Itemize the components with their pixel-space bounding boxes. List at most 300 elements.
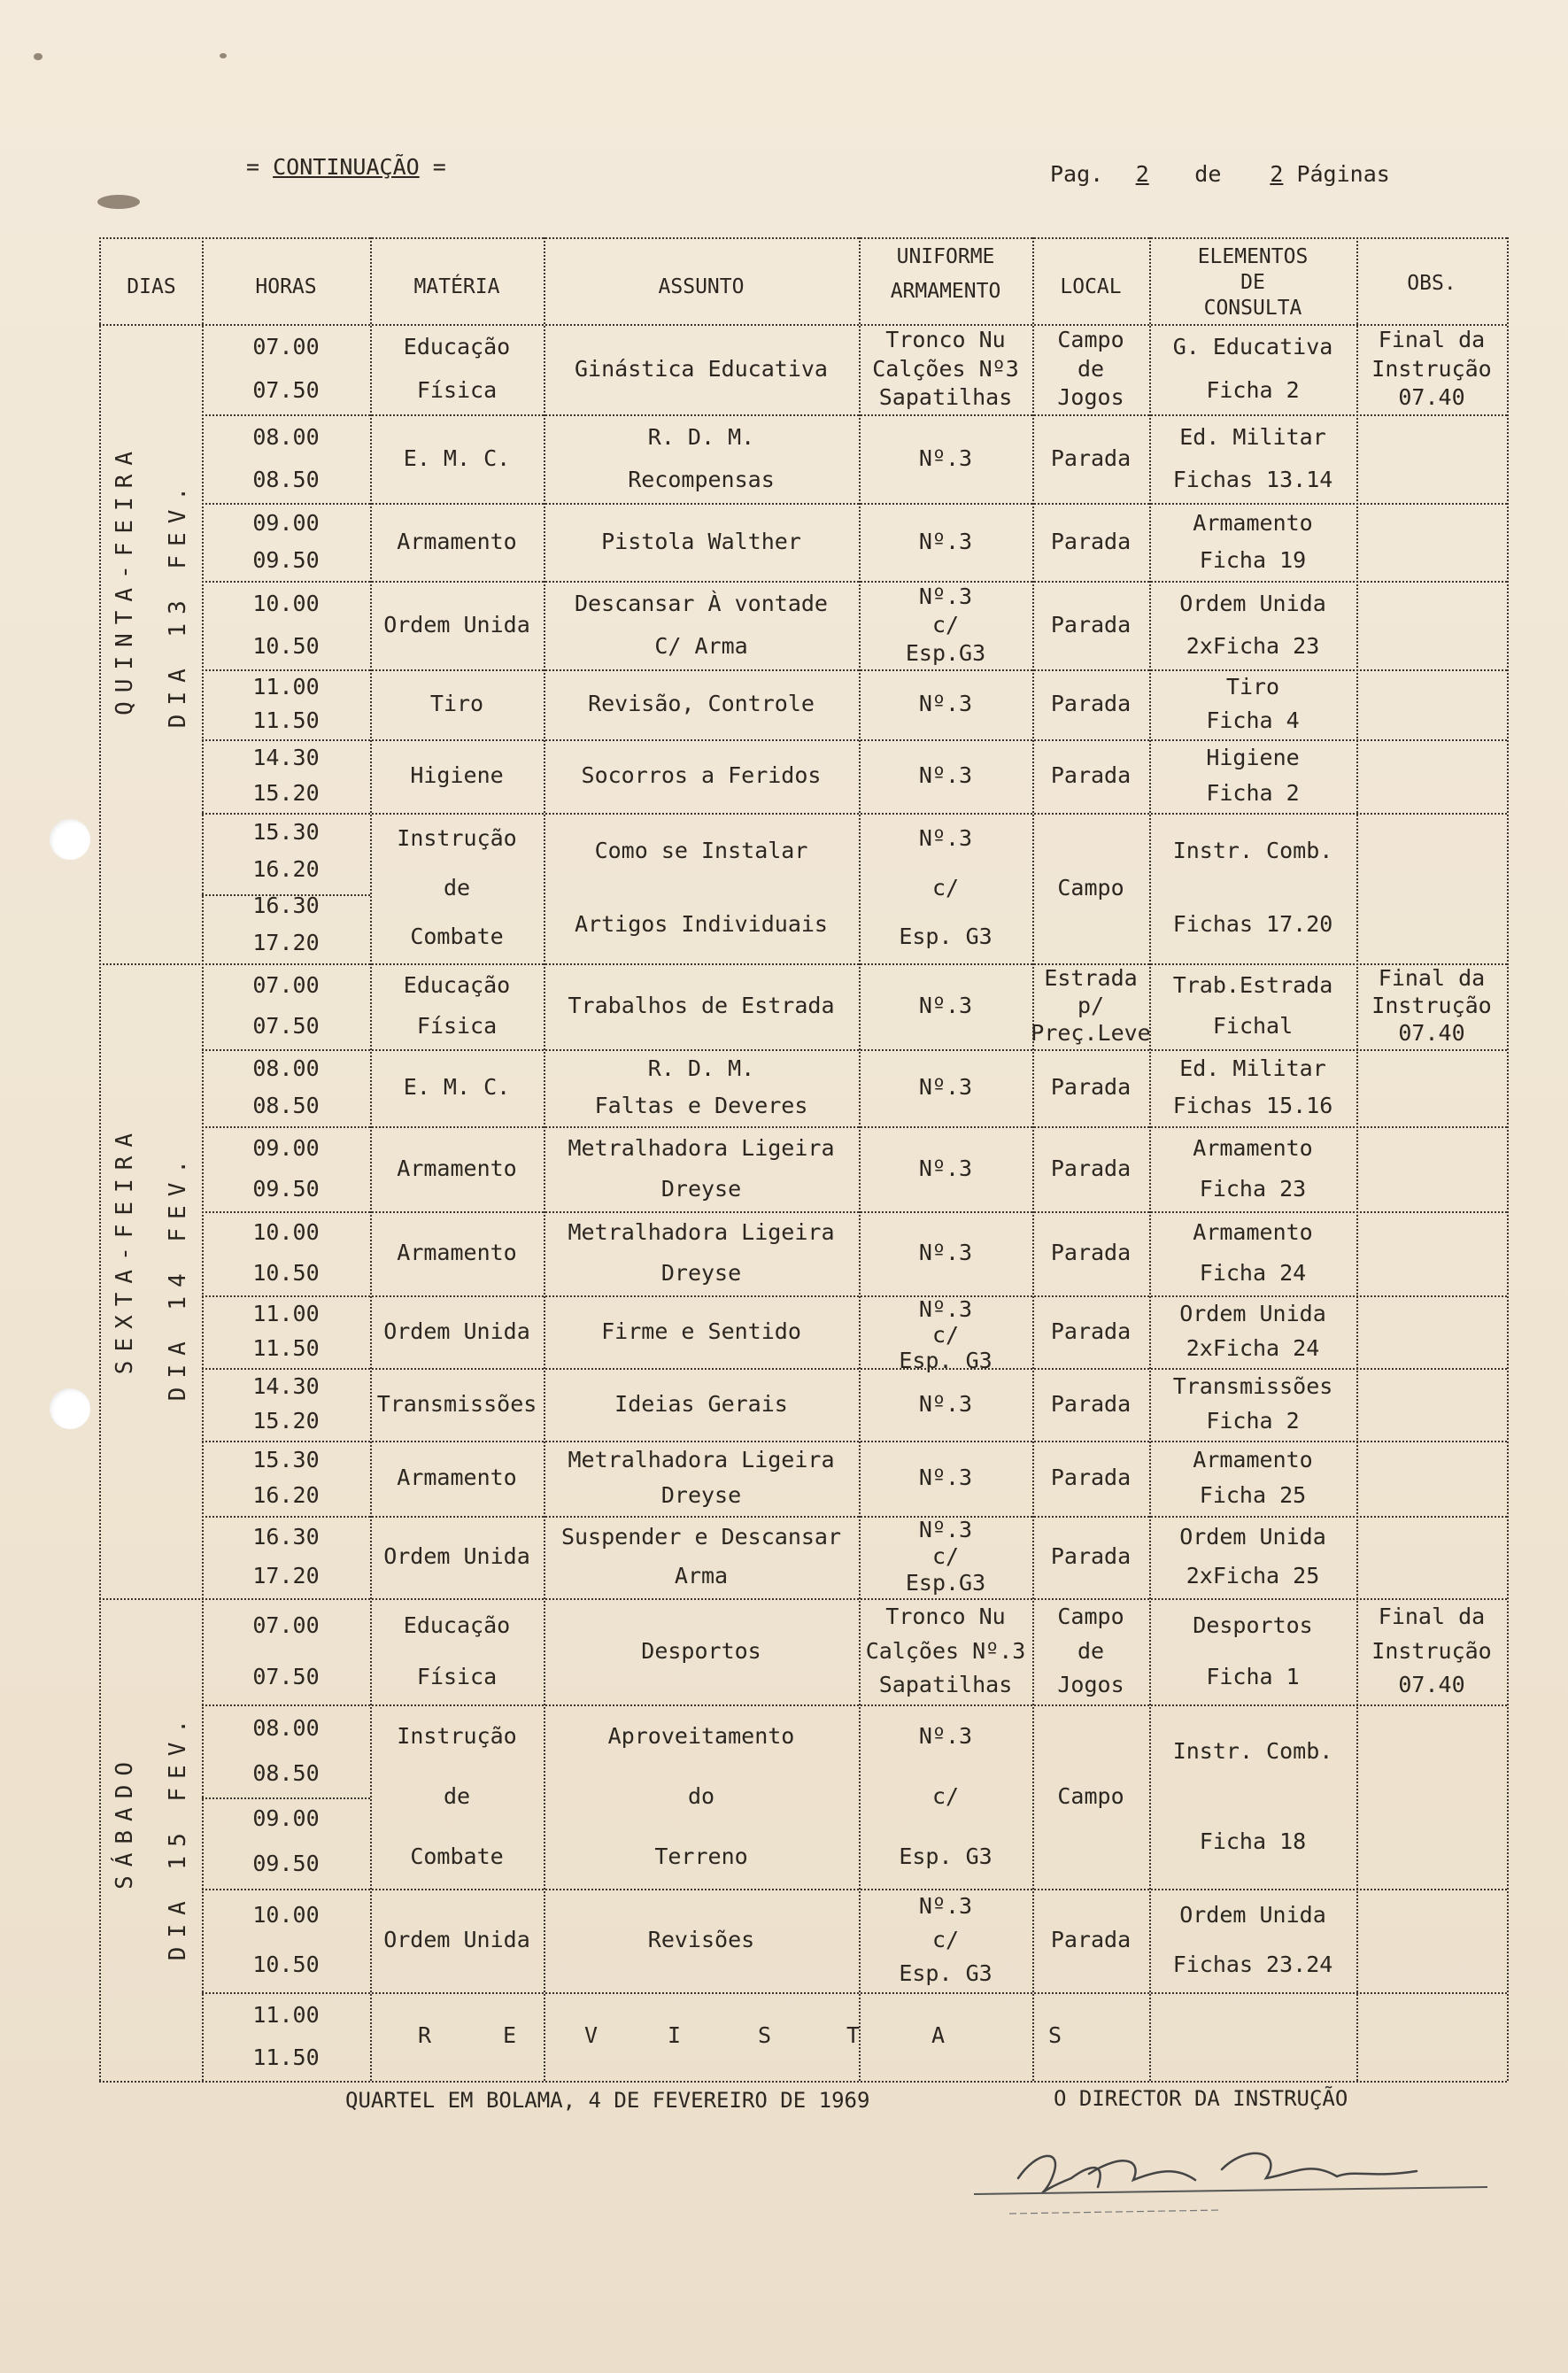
local-cell-line: Parada (1050, 444, 1132, 471)
elementos-cell-line: Higiene (1206, 745, 1300, 771)
time-cell-line: 11.50 (252, 2044, 320, 2070)
materia-cell (370, 1442, 544, 1514)
ink-speck (220, 53, 227, 58)
time-cell (202, 1051, 370, 1125)
assunto-cell-line: Dreyse (660, 1175, 742, 1202)
time-cell-line: 16.30 (252, 893, 320, 919)
uniforme-cell-line: Calções Nº3 (872, 355, 1019, 382)
assunto-cell-line: Dreyse (660, 1482, 742, 1509)
time-cell-line: 09.50 (252, 1175, 320, 1202)
local-cell (1032, 326, 1149, 413)
uniforme-cell (859, 505, 1032, 579)
elementos-cell-line: Armamento (1193, 1446, 1313, 1472)
materia-cell-line: Ordem Unida (383, 611, 530, 638)
local-cell (1032, 815, 1149, 962)
elementos-cell-line: Ficha 24 (1199, 1259, 1307, 1286)
local-cell-line: Parada (1050, 1318, 1132, 1344)
col-header-elementos-line2: DE (1240, 270, 1265, 294)
col-header-dias: DIAS (127, 275, 176, 298)
revistas-letter: R (418, 2022, 432, 2048)
assunto-cell-line: Como se Instalar (594, 838, 808, 864)
materia-cell (370, 741, 544, 811)
pages-label: Páginas (1296, 161, 1390, 187)
time-cell-line: 17.20 (252, 1563, 320, 1589)
assunto-cell (544, 1600, 859, 1703)
time-cell-line: 15.30 (252, 819, 320, 846)
col-header-elementos-line1: ELEMENTOS (1197, 245, 1309, 268)
time-cell-line: 10.00 (252, 1901, 320, 1928)
table-row-border (202, 1992, 1507, 1994)
time-cell-line: 08.00 (252, 1055, 320, 1082)
uniforme-cell-line: Nº.3 (918, 444, 973, 471)
page-indicator (1050, 161, 1390, 187)
assunto-cell (544, 1370, 859, 1439)
materia-cell-line: Combate (410, 923, 504, 949)
uniforme-cell-line: Esp. G3 (899, 1843, 993, 1869)
assunto-cell (544, 965, 859, 1047)
local-cell (1032, 583, 1149, 668)
obs-cell-line: 07.40 (1398, 1020, 1465, 1047)
elementos-cell (1149, 815, 1356, 962)
materia-cell (370, 326, 544, 413)
time-cell-line: 10.00 (252, 590, 320, 616)
time-cell-line: 09.00 (252, 509, 320, 536)
elementos-cell-line: Ficha 2 (1206, 779, 1300, 806)
ink-speck (34, 53, 42, 60)
revistas-letter: E (503, 2022, 517, 2048)
elementos-cell-line: Ficha 23 (1199, 1175, 1307, 1202)
assunto-cell-line: Suspender e Descansar (560, 1523, 842, 1550)
uniforme-cell-line: Tronco Nu (885, 1603, 1006, 1629)
time-cell-line: 07.50 (252, 1013, 320, 1040)
elementos-cell-line: Ficha 19 (1199, 546, 1307, 573)
local-cell-line: p/ (1077, 993, 1105, 1019)
local-cell-line: Jogos (1057, 1672, 1124, 1698)
local-cell (1032, 1370, 1149, 1439)
uniforme-cell-line: Nº.3 (918, 1296, 973, 1322)
elementos-cell-line: Instr. Comb. (1172, 838, 1333, 864)
elementos-cell-line: Ficha 2 (1206, 1408, 1300, 1434)
obs-cell (1356, 1600, 1507, 1703)
uniforme-cell-line: Nº.3 (918, 993, 973, 1019)
uniforme-cell (859, 671, 1032, 738)
time-cell (202, 1370, 370, 1439)
time-cell (202, 583, 370, 668)
page-number: 2 (1135, 161, 1149, 187)
uniforme-cell-line: Nº.3 (918, 528, 973, 554)
day-name-friday: SEXTA-FEIRA (112, 1125, 138, 1375)
time-cell (202, 965, 370, 1047)
of-label: de (1194, 161, 1222, 187)
assunto-cell (544, 1297, 859, 1366)
local-cell-line: de (1077, 1637, 1105, 1664)
local-cell-line: Parada (1050, 1390, 1132, 1417)
time-cell-line: 08.50 (252, 466, 320, 492)
materia-cell (370, 965, 544, 1047)
local-cell (1032, 1890, 1149, 1990)
elementos-cell-line: Fichas 15.16 (1172, 1092, 1333, 1118)
materia-cell-line: de (443, 874, 471, 901)
uniforme-cell-line: Esp. G3 (899, 1347, 993, 1373)
time-cell-line: 10.50 (252, 1952, 320, 1978)
time-cell (202, 505, 370, 579)
time-cell-line: 14.30 (252, 745, 320, 771)
time-cell (202, 1706, 370, 1887)
time-cell-line: 07.50 (252, 377, 320, 404)
revistas-letter: A (931, 2022, 946, 2048)
time-cell (202, 1442, 370, 1514)
local-cell (1032, 416, 1149, 501)
assunto-cell-line: R. D. M. (647, 423, 755, 450)
uniforme-cell-line: Nº.3 (918, 691, 973, 717)
time-cell (202, 1518, 370, 1596)
uniforme-cell (859, 1213, 1032, 1294)
assunto-cell-line: Desportos (641, 1637, 761, 1664)
elementos-cell-line: 2xFicha 25 (1186, 1563, 1320, 1589)
materia-cell (370, 1297, 544, 1366)
elementos-cell-line: Ficha 25 (1199, 1482, 1307, 1509)
punch-hole-bottom (50, 1388, 90, 1429)
elementos-cell-line: Ficha 1 (1206, 1663, 1300, 1689)
col-header-local: LOCAL (1060, 275, 1122, 298)
col-header-elementos-line3: CONSULTA (1203, 296, 1302, 320)
revistas-letter: S (1048, 2022, 1062, 2048)
uniforme-cell-line: Nº.3 (918, 583, 973, 609)
day-date-saturday: DIA 15 FEV. (165, 1711, 191, 1961)
elementos-cell-line: Tiro (1225, 674, 1280, 700)
uniforme-cell-line: Nº.3 (918, 1155, 973, 1181)
time-cell (202, 1600, 370, 1703)
materia-cell (370, 1051, 544, 1125)
elementos-cell (1149, 965, 1356, 1047)
assunto-cell-line: Dreyse (660, 1259, 742, 1286)
assunto-cell-line: Pistola Walther (601, 528, 801, 554)
local-cell (1032, 1518, 1149, 1596)
col-header-assunto: ASSUNTO (658, 275, 745, 298)
revistas-letter: S (758, 2022, 772, 2048)
obs-cell-line: Final da (1378, 1603, 1486, 1629)
time-cell-line: 11.00 (252, 1301, 320, 1327)
local-cell-line: de (1077, 355, 1105, 382)
uniforme-cell-line: Sapatilhas (878, 384, 1013, 411)
assunto-cell-line: Terreno (654, 1843, 748, 1869)
materia-cell-line: de (443, 1782, 471, 1809)
materia-cell-line: Armamento (397, 1465, 517, 1491)
time-cell (202, 671, 370, 738)
local-cell (1032, 1706, 1149, 1887)
time-cell (202, 326, 370, 413)
local-cell-line: Campo (1057, 1782, 1124, 1809)
time-cell-line: 09.50 (252, 546, 320, 573)
uniforme-cell-line: Nº.3 (918, 1722, 973, 1749)
local-cell (1032, 1128, 1149, 1210)
elementos-cell (1149, 671, 1356, 738)
ink-stain (97, 195, 140, 209)
time-cell (202, 741, 370, 811)
uniforme-cell-line: c/ (931, 611, 960, 638)
uniforme-cell-line: c/ (931, 1927, 960, 1953)
col-header-uniforme-line1: UNIFORME (896, 245, 995, 268)
materia-cell-line: Combate (410, 1843, 504, 1869)
local-cell-line: Parada (1050, 528, 1132, 554)
revistas-letter: V (584, 2022, 599, 2048)
obs-cell-line: 07.40 (1398, 384, 1465, 411)
assunto-cell (544, 815, 859, 962)
total-pages: 2 (1270, 161, 1284, 187)
col-header-obs: OBS. (1407, 272, 1456, 295)
time-cell-line: 07.00 (252, 1612, 320, 1638)
local-cell-line: Jogos (1057, 384, 1124, 411)
materia-cell-line: Armamento (397, 1155, 517, 1181)
uniforme-cell (859, 1706, 1032, 1887)
col-header-uniforme-line2: ARMAMENTO (890, 279, 1001, 303)
elementos-cell-line: Fichas 13.14 (1172, 466, 1333, 492)
assunto-cell-line: Arma (674, 1563, 729, 1589)
uniforme-cell (859, 416, 1032, 501)
revistas-letter: I (668, 2022, 682, 2048)
continuation-title: = CONTINUAÇÃO = (246, 154, 446, 180)
local-cell (1032, 505, 1149, 579)
time-cell-line: 08.50 (252, 1092, 320, 1118)
uniforme-cell (859, 326, 1032, 413)
materia-cell (370, 416, 544, 501)
assunto-cell-line: Descansar À vontade (575, 590, 828, 616)
local-cell-line: Parada (1050, 691, 1132, 717)
assunto-cell-line: Firme e Sentido (601, 1318, 801, 1344)
elementos-cell (1149, 416, 1356, 501)
col-header-elementos (1149, 244, 1356, 321)
revistas-letter: T (846, 2022, 861, 2048)
table-top-border (99, 237, 1507, 239)
elementos-cell-line: Ordem Unida (1179, 1301, 1326, 1327)
elementos-cell-line: Armamento (1193, 1219, 1313, 1246)
materia-cell-line: Ordem Unida (383, 1543, 530, 1570)
local-cell (1032, 1051, 1149, 1125)
materia-cell-line: Educação (403, 971, 511, 998)
elementos-cell (1149, 1370, 1356, 1439)
signature (956, 2125, 1523, 2222)
uniforme-cell (859, 965, 1032, 1047)
time-cell-line: 09.50 (252, 1851, 320, 1877)
assunto-cell (544, 583, 859, 668)
assunto-cell-line: Metralhadora Ligeira (568, 1446, 835, 1472)
elementos-cell-line: Ficha 18 (1199, 1828, 1307, 1854)
materia-cell (370, 1706, 544, 1887)
time-cell (202, 1128, 370, 1210)
page-label: Pag. (1050, 161, 1104, 187)
obs-cell (1356, 326, 1507, 413)
col-header-materia: MATÉRIA (413, 275, 500, 298)
materia-cell (370, 1213, 544, 1294)
materia-cell (370, 671, 544, 738)
local-cell-line: Parada (1050, 611, 1132, 638)
materia-cell-line: E. M. C. (403, 1074, 511, 1101)
assunto-cell-line: Artigos Individuais (575, 911, 828, 938)
time-cell-line: 17.20 (252, 929, 320, 955)
elementos-cell-line: 2xFicha 24 (1186, 1335, 1320, 1362)
uniforme-cell (859, 741, 1032, 811)
materia-cell-line: Ordem Unida (383, 1318, 530, 1344)
assunto-cell (544, 505, 859, 579)
elementos-cell (1149, 505, 1356, 579)
assunto-cell (544, 741, 859, 811)
materia-cell (370, 505, 544, 579)
day-date-friday: DIA 14 FEV. (165, 1151, 191, 1402)
elementos-cell (1149, 326, 1356, 413)
col-header-horas: HORAS (255, 275, 317, 298)
uniforme-cell-line: c/ (931, 874, 960, 901)
time-cell (202, 1297, 370, 1366)
uniforme-cell-line: c/ (931, 1543, 960, 1570)
uniforme-cell-line: Tronco Nu (885, 326, 1006, 352)
elementos-cell-line: Ed. Militar (1179, 423, 1326, 450)
materia-cell (370, 1128, 544, 1210)
materia-cell-line: Educação (403, 334, 511, 360)
uniforme-cell-line: Esp. G3 (899, 923, 993, 949)
materia-cell-line: Educação (403, 1612, 511, 1638)
materia-cell (370, 583, 544, 668)
assunto-cell (544, 1128, 859, 1210)
time-cell-line: 16.30 (252, 1523, 320, 1550)
time-cell-line: 07.50 (252, 1663, 320, 1689)
local-cell-line: Parada (1050, 1543, 1132, 1570)
elementos-cell (1149, 741, 1356, 811)
materia-cell-line: Ordem Unida (383, 1927, 530, 1953)
elementos-cell (1149, 1706, 1356, 1887)
local-cell (1032, 1442, 1149, 1514)
local-cell-line: Parada (1050, 1927, 1132, 1953)
elementos-cell (1149, 1518, 1356, 1596)
time-cell-line: 11.50 (252, 707, 320, 733)
elementos-cell-line: Ordem Unida (1179, 1901, 1326, 1928)
assunto-cell-line: Recompensas (628, 466, 775, 492)
time-cell-line: 10.00 (252, 1219, 320, 1246)
time-cell-line: 11.50 (252, 1335, 320, 1362)
elementos-cell-line: Armamento (1193, 1134, 1313, 1161)
assunto-cell (544, 1706, 859, 1887)
assunto-cell-line: Metralhadora Ligeira (568, 1219, 835, 1246)
time-cell-line: 16.20 (252, 1482, 320, 1509)
assunto-cell-line: do (687, 1782, 715, 1809)
materia-cell-line: Tiro (429, 691, 484, 717)
table-column-border (1507, 237, 1509, 2081)
uniforme-cell-line: Sapatilhas (878, 1672, 1013, 1698)
uniforme-cell-line: c/ (931, 1782, 960, 1809)
time-cell-line: 08.50 (252, 1760, 320, 1787)
materia-cell (370, 1600, 544, 1703)
uniforme-cell (859, 1518, 1032, 1596)
materia-cell (370, 1518, 544, 1596)
uniforme-cell-line: Nº.3 (918, 1390, 973, 1417)
uniforme-cell (859, 1600, 1032, 1703)
uniforme-cell-line: Nº.3 (918, 1893, 973, 1920)
assunto-cell-line: R. D. M. (647, 1055, 755, 1082)
time-cell-line: 11.00 (252, 674, 320, 700)
assunto-cell (544, 1890, 859, 1990)
local-cell-line: Preç.Leve (1031, 1020, 1151, 1047)
table-bottom-border (99, 2081, 1507, 2083)
uniforme-cell (859, 815, 1032, 962)
time-cell-line: 07.00 (252, 334, 320, 360)
table-column-border (99, 237, 101, 2081)
time-cell-line: 10.50 (252, 1259, 320, 1286)
assunto-cell (544, 416, 859, 501)
local-cell (1032, 1297, 1149, 1366)
materia-cell-line: Armamento (397, 1240, 517, 1266)
time-cell-line: 16.20 (252, 855, 320, 882)
elementos-cell (1149, 1442, 1356, 1514)
assunto-cell (544, 671, 859, 738)
elementos-cell (1149, 583, 1356, 668)
elementos-cell-line: Ordem Unida (1179, 590, 1326, 616)
col-header-uniforme (859, 244, 1032, 305)
time-cell-line: 15.20 (252, 1408, 320, 1434)
elementos-cell-line: Fichal (1212, 1013, 1294, 1040)
uniforme-cell (859, 1370, 1032, 1439)
materia-cell (370, 815, 544, 962)
local-cell-line: Parada (1050, 762, 1132, 789)
elementos-cell-line: Transmissões (1172, 1373, 1333, 1400)
uniforme-cell-line: Esp. G3 (899, 1959, 993, 1986)
assunto-cell-line: Ideias Gerais (614, 1390, 788, 1417)
assunto-cell (544, 1051, 859, 1125)
time-cell (202, 1890, 370, 1990)
local-cell-line: Campo (1057, 1603, 1124, 1629)
local-cell (1032, 671, 1149, 738)
elementos-cell (1149, 1213, 1356, 1294)
obs-cell-line: Instrução (1371, 355, 1492, 382)
elementos-cell (1149, 1890, 1356, 1990)
local-cell-line: Parada (1050, 1074, 1132, 1101)
assunto-cell-line: Ginástica Educativa (575, 355, 828, 382)
assunto-cell-line: Aproveitamento (607, 1722, 795, 1749)
elementos-cell-line: G. Educativa (1172, 334, 1333, 360)
elementos-cell-line: Instr. Comb. (1172, 1737, 1333, 1764)
continuation-label: CONTINUAÇÃO (273, 154, 420, 180)
materia-cell-line: Higiene (410, 762, 504, 789)
uniforme-cell-line: Nº.3 (918, 1465, 973, 1491)
time-cell-line: 11.00 (252, 2001, 320, 2028)
time-cell-line: 07.00 (252, 971, 320, 998)
assunto-cell-line: Trabalhos de Estrada (568, 993, 835, 1019)
materia-cell (370, 1890, 544, 1990)
place-date: QUARTEL EM BOLAMA, 4 DE FEVEREIRO DE 1969 (345, 2088, 870, 2113)
materia-cell-line: Armamento (397, 528, 517, 554)
assunto-cell-line: Faltas e Deveres (594, 1092, 808, 1118)
assunto-cell-line: Revisão, Controle (588, 691, 815, 717)
assunto-cell (544, 1518, 859, 1596)
day-date-thursday: DIA 13 FEV. (165, 478, 191, 729)
time-cell-line: 10.50 (252, 632, 320, 659)
assunto-cell-line: Metralhadora Ligeira (568, 1134, 835, 1161)
elementos-cell-line: Ficha 2 (1206, 377, 1300, 404)
materia-cell-line: Física (416, 377, 498, 404)
assunto-cell (544, 1213, 859, 1294)
materia-cell-line: Física (416, 1663, 498, 1689)
signatory-title: O DIRECTOR DA INSTRUÇÃO (1054, 2086, 1348, 2111)
local-cell-line: Campo (1057, 326, 1124, 352)
local-cell-line: Estrada (1044, 965, 1138, 992)
time-cell (202, 1213, 370, 1294)
uniforme-cell-line: Nº.3 (918, 762, 973, 789)
uniforme-cell (859, 1890, 1032, 1990)
uniforme-cell-line: Esp.G3 (905, 1569, 986, 1596)
punch-hole-top (50, 819, 90, 860)
elementos-cell-line: Ficha 4 (1206, 707, 1300, 733)
obs-cell-line: Final da (1378, 965, 1486, 992)
elementos-cell-line: 2xFicha 23 (1186, 632, 1320, 659)
day-name-thursday: QUINTA-FEIRA (112, 443, 138, 715)
